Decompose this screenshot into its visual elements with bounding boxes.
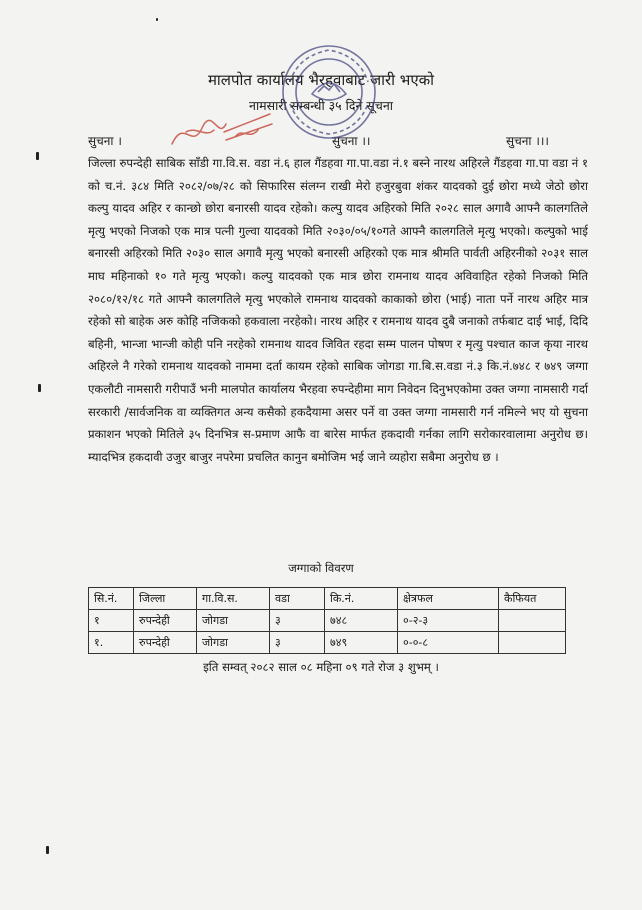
cell-ward: ३ bbox=[270, 632, 325, 654]
document-subtitle: नामसारी सम्बन्धी ३५ दिने सूचना bbox=[249, 98, 393, 113]
cell-area: ०-२-३ bbox=[398, 610, 499, 632]
cell-sn: १ bbox=[89, 610, 134, 632]
table-row bbox=[89, 632, 566, 654]
cell-remarks bbox=[499, 632, 566, 654]
scan-mark bbox=[38, 384, 41, 392]
notice-label-3: सुचना ।।। bbox=[506, 134, 549, 148]
cell-vdc: जोगडा bbox=[197, 632, 270, 654]
notice-body: जिल्ला रुपन्देही साबिक साँडी गा.वि.स. वडा नं.६ हाल गैंडहवा गा.पा.वडा नं.१ बस्ने नारथ अहिरले गैंडहवा गा.पा वडा नं १ को च.नं. ३८४ मिति २०८२/०७/२८ को सिफारिस संलग्न राखी मेरो हजुरबुवा शंकर यादवको दुई छोरा मध्ये जेठो छोरा कल्पु यादव अहिर र कान्छो छोरा बनारसी यादव रहेको। कल्पु यादव अहिरको मिति २०२८ साल अगावै आफ्नै कालगतिले मृत्यु भएको निजको एक मात्र पत्नी गुल्वा यादवको मिति २०३०/०५/१०गते आफ्नै कालगतिले मृत्यु भएको। कल्पुको भाई बनारसी अहिरको मिति २०३० साल अगावै मृत्यु भएको बनारसी अहिरको एक मात्र श्रीमति पार्वती अहिरनीको २०३१ साल माघ महिनाको १० गते मृत्यु भएको। कल्पु यादवको एक मात्र छोरा रामनाथ यादव अविवाहित रहेको निजको मिति २०८०/१२/१८ गते आफ्नै कालगतिले मृत्यु भएकोले रामनाथ यादवको काकाको छोरा (भाई) नाता पर्ने नारथ अहिर मात्र रहेको सो बाहेक अरु कोहि नजिकको हकवाला नरहेको। नारथ अहिर र रामनाथ यादव दुबै जनाको तर्फबाट दाई भाई, दिदि बहिनी, भान्जा भान्जी कोही पनि नरहेको रामनाथ यादव जिवित रहदा सम्म पालन पोषण र मृत्यु पश्चात काज कृया नारथ अहिरले नै गरेको रामनाथ यादवको नाममा दर्ता कायम रहेको साबिक जोगडा गा.बि.स.वडा नं.३ कि.नं.७४८ र ७४९ जग्गा एकलौटी नामसारी गरीपाउँ भनी मालपोत कार्यालय भैरहवा रुपन्देहीमा माग निवेदन दिनुभएकोमा उक्त जग्गा नामसारी गर्दा सरकारी /सार्वजनिक वा व्यक्तिगत अन्य कसैको हकदैयामा असर पर्ने वा उक्त जग्गा नामसारी गर्न नमिल्ने भए यो सुचना प्रकाशन भएको मितिले ३५ दिनभित्र स-प्रमाण आफै वा बारेस मार्फत हकदावी गर्नका लागि सरोकारवालामा अनुरोध छ।म्यादभित्र हकदावी उजुर बाजुर नपरेमा प्रचलित कानुन बमोजिम भई जाने व्यहोरा सबैमा अनुरोध छ । bbox=[88, 156, 588, 464]
header-area: क्षेत्रफल bbox=[398, 588, 499, 610]
header-district: जिल्ला bbox=[134, 588, 197, 610]
cell-sn: १. bbox=[89, 632, 134, 654]
document-date-footer: इति सम्वत् २०८२ साल ०८ महिना ०९ गते रोज ३ शुभम् । bbox=[203, 660, 439, 674]
land-details-table bbox=[88, 587, 566, 654]
table-caption: जग्गाको विवरण bbox=[288, 561, 354, 575]
header-ward: वडा bbox=[270, 588, 325, 610]
cell-remarks bbox=[499, 610, 566, 632]
cell-plot-no: ७४८ bbox=[325, 610, 398, 632]
table-header-row bbox=[89, 588, 566, 610]
document-title: मालपोत कार्यालय भैरहवाबाट जारी भएको bbox=[207, 71, 435, 89]
officer-signature bbox=[166, 110, 276, 156]
notice-label-1: सुचना । bbox=[88, 134, 122, 148]
header-sn: सि.नं. bbox=[89, 588, 134, 610]
cell-area: ०-०-८ bbox=[398, 632, 499, 654]
cell-vdc: जोगडा bbox=[197, 610, 270, 632]
header-remarks: कैफियत bbox=[499, 588, 566, 610]
cell-district: रुपन्देही bbox=[134, 610, 197, 632]
table-row bbox=[89, 610, 566, 632]
scan-mark bbox=[156, 18, 158, 21]
notice-label-2: सुचना ।। bbox=[332, 134, 371, 148]
office-seal-stamp bbox=[278, 42, 380, 142]
cell-ward: ३ bbox=[270, 610, 325, 632]
cell-district: रुपन्देही bbox=[134, 632, 197, 654]
header-vdc: गा.वि.स. bbox=[197, 588, 270, 610]
scan-mark bbox=[36, 152, 39, 160]
scan-mark bbox=[46, 846, 49, 854]
cell-plot-no: ७४९ bbox=[325, 632, 398, 654]
header-plot-no: कि.नं. bbox=[325, 588, 398, 610]
